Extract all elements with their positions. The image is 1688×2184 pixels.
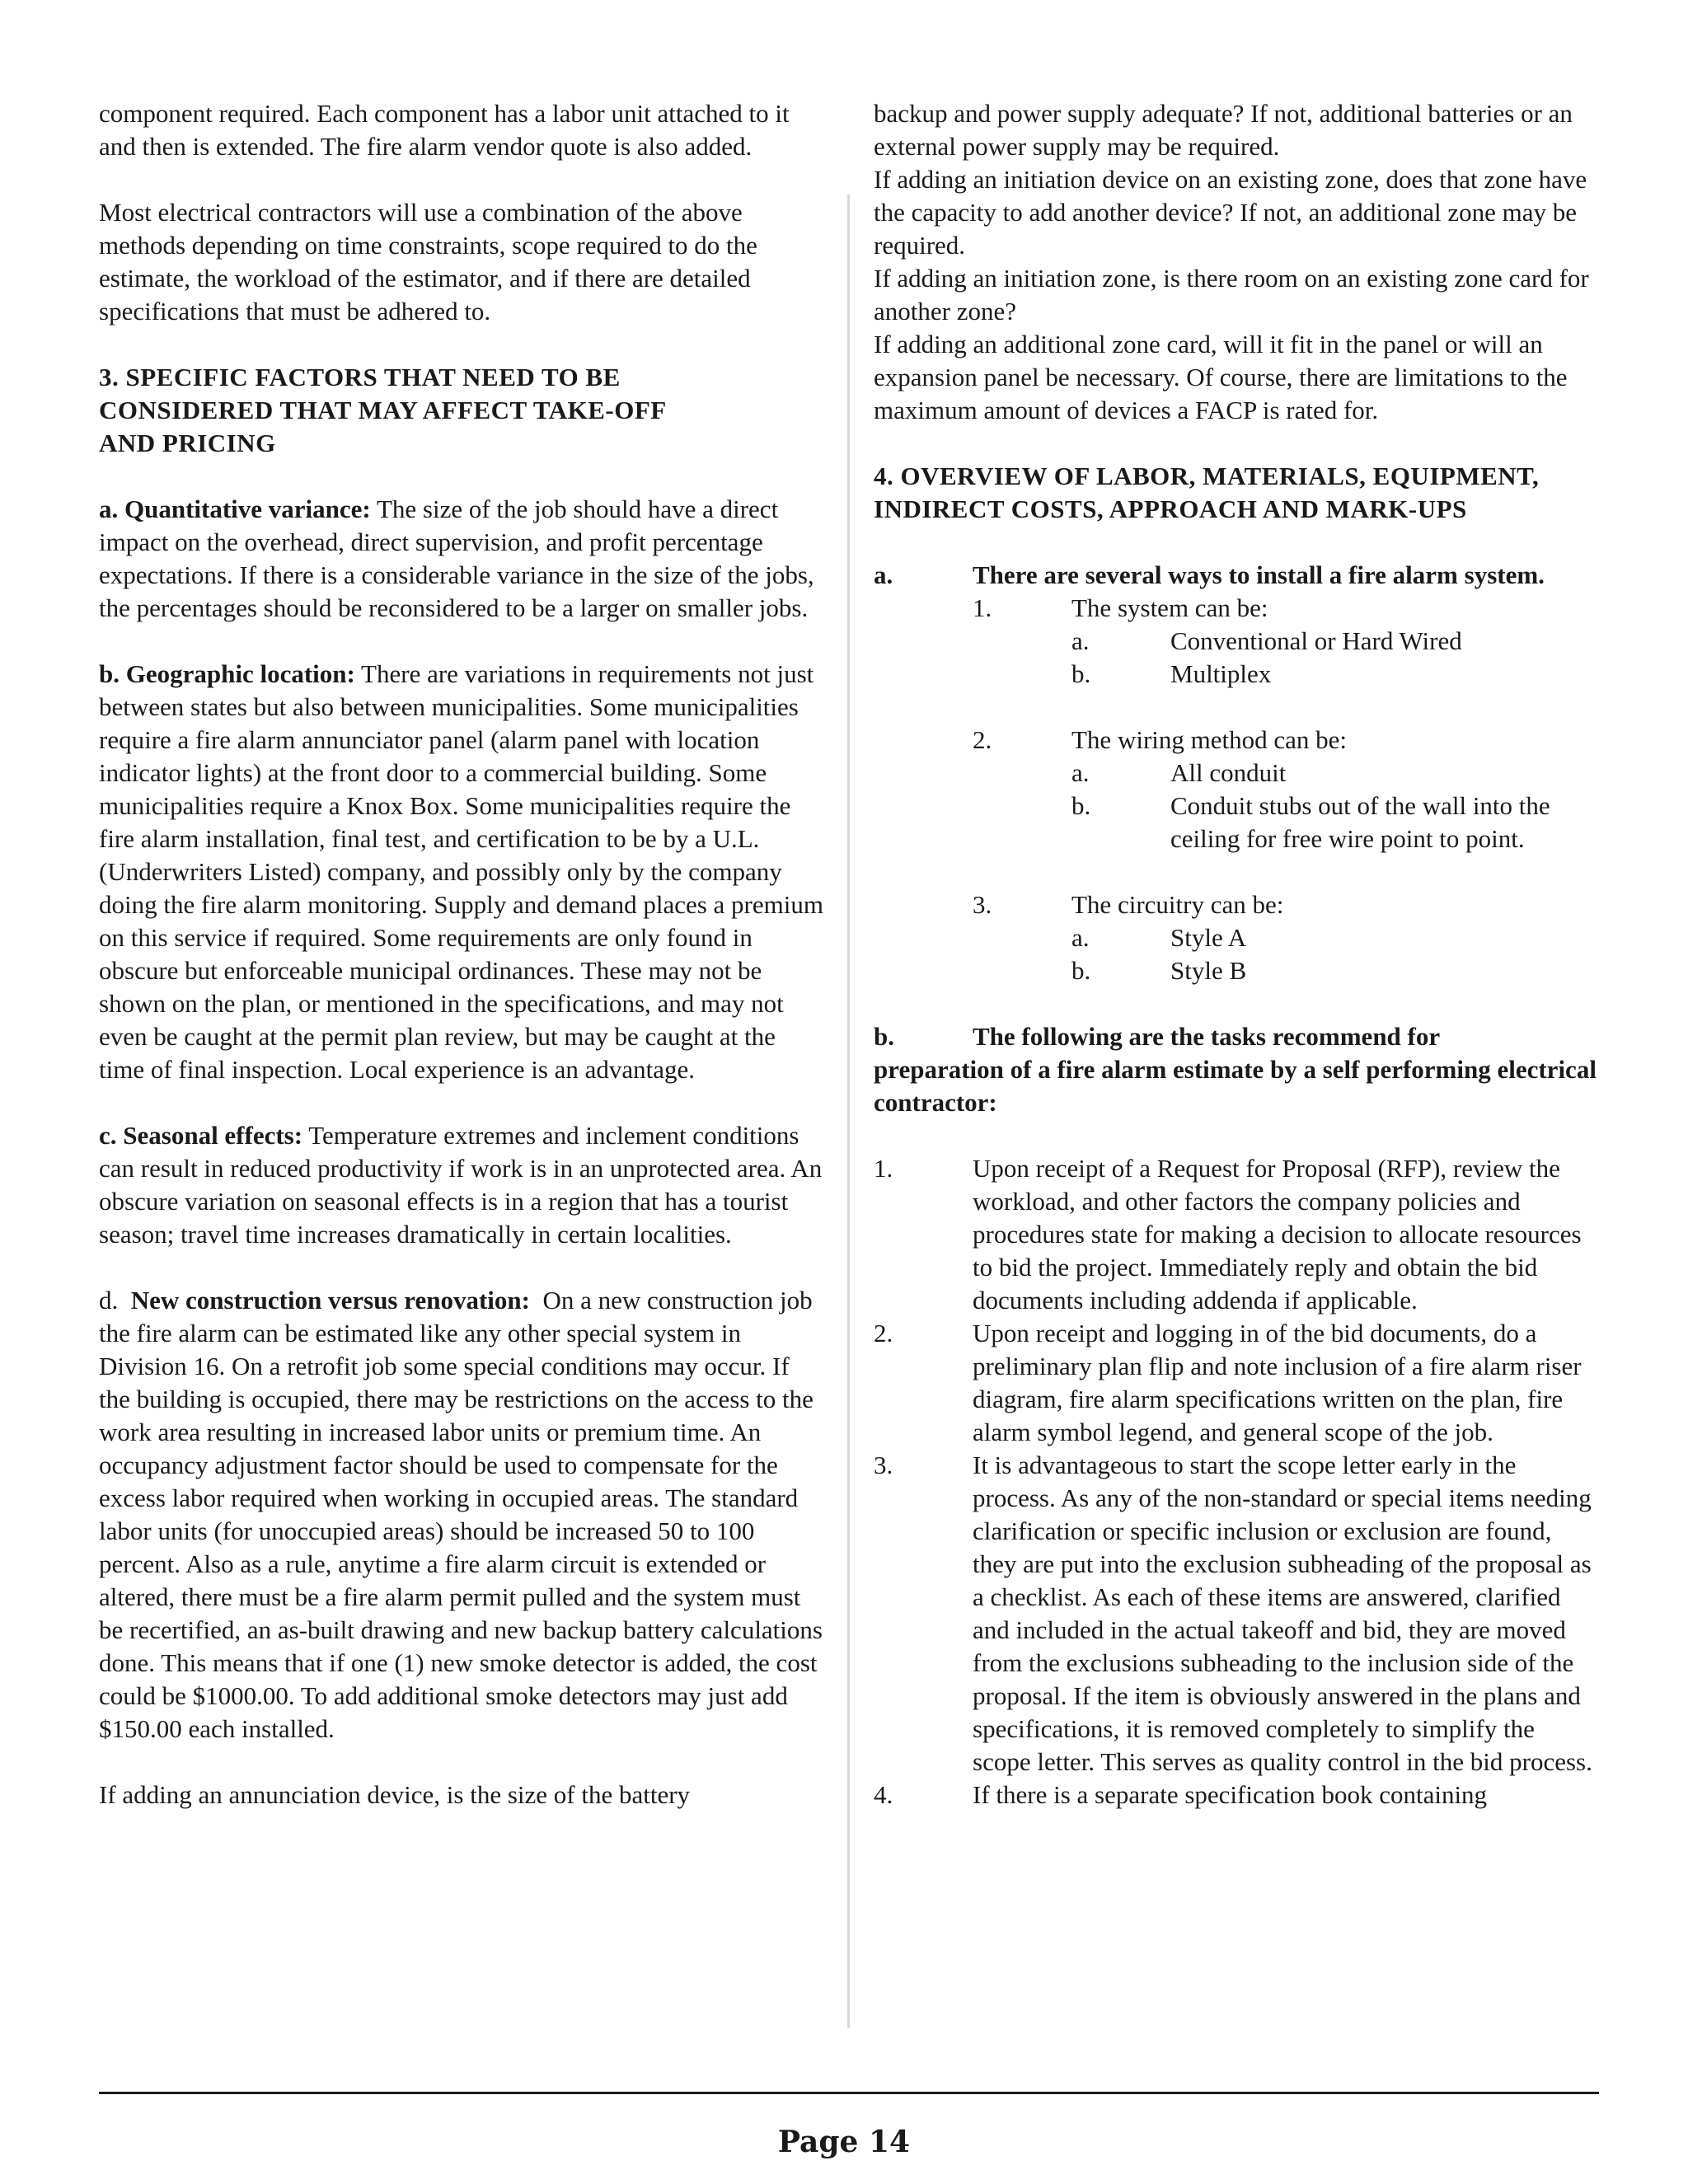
list-item: 3. The circuitry can be:: [973, 890, 1284, 919]
section-4-heading: 4. OVERVIEW OF LABOR, MATERIALS, EQUIPMENT, INDIRECT COSTS, APPROACH AND MARK-UPS: [874, 462, 1540, 523]
list-item: a. Style A: [1071, 923, 1247, 952]
paragraph-initiation-device: If adding an initiation device on an existing zone, does that zone have the capacity to add another device? If not, an additional zone may be required.: [874, 165, 1587, 260]
list-item: 2. Upon receipt and logging in of the bid documents, do a preliminary plan flip and note inclusion of a fire alarm riser diagram, fire alarm specifications written on the plan, fire alarm symbol legend, and general scope of the job.: [874, 1319, 1582, 1446]
paragraph-zone-card: If adding an additional zone card, will it fit in the panel or will an expansion panel be necessary. Of course, there are limitations to the maximum amount of devices a FACP is rated for.: [874, 330, 1568, 424]
paragraph-battery-backup: backup and power supply adequate? If not, additional batteries or an external power supply may be required.: [874, 99, 1573, 161]
paragraph-geographic-location: b. Geographic location: There are variations in requirements not just between states but also between municipalities. Some municipalities require a fire alarm annunciator panel (alarm panel with location indicator lights) at the front door to a commercial building. Some municipalities require a Knox Box. Some municipalities require the fire alarm installation, final test, and certification to be by a U.L. (Underwriters Listed) company, and possibly only by the company doing the fire alarm monitoring. Supply and demand places a premium on this service if required. Some requirements are only found in obscure but enforceable municipal ordinances. These may not be shown on the plan, or mentioned in the specifications, and may not even be caught at the permit plan review, but may be caught at the time of final inspection. Local experience is an advantage.: [99, 659, 823, 1084]
list-item: b. Conduit stubs out of the wall into the ceiling for free wire point to point.: [1071, 791, 1550, 853]
list-item: 1. The system can be:: [973, 593, 1268, 622]
list-item: 3. It is advantageous to start the scope letter early in the process. As any of the non-standard or special items needing clarification or specific inclusion or exclusion are found, they are put into the exclusion subheading of the proposal as a checklist. As each of these items are answered, clarified and included in the actual takeoff and bid, they are moved from the exclusions subheading to the inclusion side of the proposal. If the item is obviously answered in the plans and specifications, it is removed completely to simplify the scope letter. This serves as quality control in the bid process.: [874, 1451, 1592, 1776]
subsection-b: b. The following are the tasks recommend for preparation of a fire alarm estimate by a self performing electrical contractor:: [874, 1022, 1597, 1117]
list-item: 2. The wiring method can be:: [973, 725, 1348, 754]
right-column: [874, 97, 1599, 1811]
paragraph-combination-methods: Most electrical contractors will use a combination of the above methods depending on time constraints, scope required to do the estimate, the workload of the estimator, and if there are detailed specifications that must be adhered to.: [99, 198, 757, 326]
list-item: b. Style B: [1071, 956, 1247, 985]
list-item: b. Multiplex: [1071, 659, 1272, 688]
page-number: Page 14: [777, 2125, 911, 2159]
list-item: a. Conventional or Hard Wired: [1071, 626, 1462, 655]
subsection-a: a. There are several ways to install a fire alarm system.: [874, 560, 1545, 589]
list-item: a. All conduit: [1071, 758, 1287, 787]
footer-rule: [99, 2092, 1599, 2094]
paragraph-quantitative-variance: a. Quantitative variance: The size of the job should have a direct impact on the overhead, direct supervision, and profit percentage expectations. If there is a considerable variance in the size of the jobs, the percentages should be reconsidered to be a larger on smaller jobs.: [99, 494, 814, 622]
left-column: [99, 97, 829, 1811]
paragraph-component-required: component required. Each component has a labor unit attached to it and then is extended. The fire alarm vendor quote is also added.: [99, 99, 790, 161]
list-item: 1. Upon receipt of a Request for Proposal (RFP), review the workload, and other factors the company policies and procedures state for making a decision to allocate resources to bid the project. Immediately reply and obtain the bid documents including addenda if applicable.: [874, 1154, 1582, 1315]
list-item: 4. If there is a separate specification book containing: [874, 1780, 1488, 1809]
section-3-heading: 3. SPECIFIC FACTORS THAT NEED TO BE CONSIDERED THAT MAY AFFECT TAKE-OFF AND PRICING: [99, 363, 667, 457]
paragraph-initiation-zone: If adding an initiation zone, is there room on an existing zone card for another zone?: [874, 264, 1589, 326]
paragraph-seasonal-effects: c. Seasonal effects: Temperature extremes and inclement conditions can result in reduced productivity if work is in an unprotected area. An obscure variation on seasonal effects is in a region that has a tourist season; travel time increases dramatically in certain localities.: [99, 1121, 823, 1249]
paragraph-annunciation-device: If adding an annunciation device, is the size of the battery: [99, 1780, 691, 1809]
column-divider: [847, 194, 850, 2028]
paragraph-new-construction: d. New construction versus renovation: On a new construction job the fire alarm can be estimated like any other special system in Division 16. On a retrofit job some special conditions may occur. If the building is occupied, there may be restrictions on the access to the work area resulting in increased labor units or premium time. An occupancy adjustment factor should be used to compensate for the excess labor required when working in occupied areas. The standard labor units (for unoccupied areas) should be increased 50 to 100 percent. Also as a rule, anytime a fire alarm circuit is extended or altered, there must be a fire alarm permit pulled and the system must be recertified, an as-built drawing and new backup battery calculations done. This means that if one (1) new smoke detector is added, the cost could be $1000.00. To add additional smoke detectors may just add $150.00 each installed.: [99, 1286, 829, 1743]
